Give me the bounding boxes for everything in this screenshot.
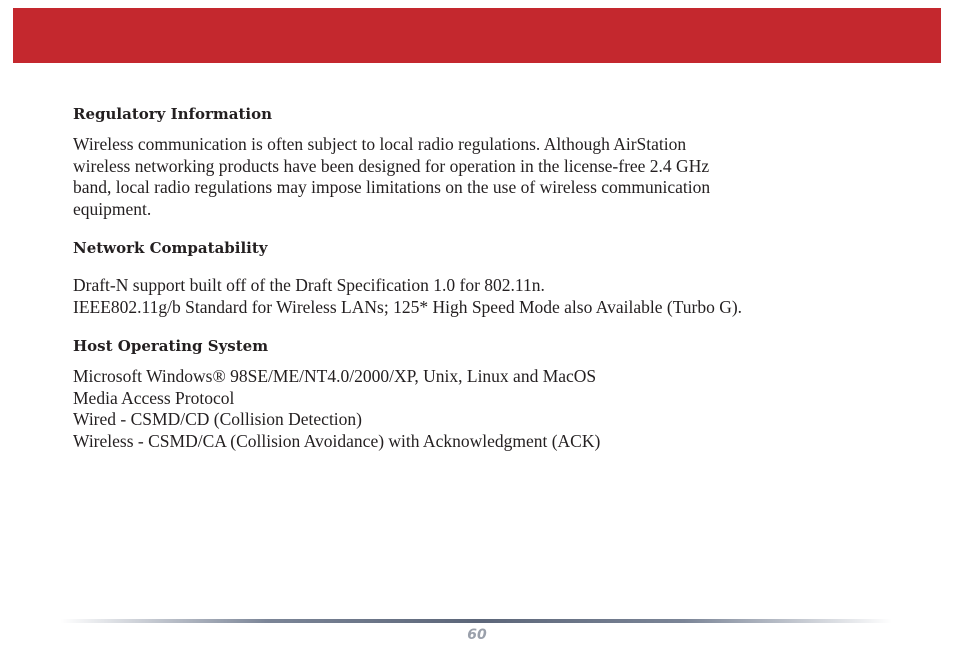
- footer-divider: [60, 619, 892, 623]
- text-line: IEEE802.11g/b Standard for Wireless LANs; 125* High Speed Mode also Available (Turbo G).: [73, 296, 743, 317]
- header-bar: [13, 8, 941, 63]
- page-content: [73, 104, 913, 452]
- text-line: Microsoft Windows® 98SE/ME/NT4.0/2000/XP, Unix, Linux and MacOS: [73, 366, 597, 386]
- section-body-host-os: [73, 366, 913, 452]
- text-line: Wireless - CSMD/CA (Collision Avoidance) with Acknowledgment (ACK): [73, 430, 601, 451]
- text-line: Wired - CSMD/CD (Collision Detection): [73, 409, 362, 429]
- text-line: equipment.: [73, 198, 152, 219]
- text-line: Wireless communication is often subject to local radio regulations. Although AirStation: [73, 134, 687, 154]
- section-heading-network: Network Compatability: [73, 239, 268, 257]
- section-heading-host-os: Host Operating System: [73, 337, 269, 355]
- section-heading-regulatory: Regulatory Information: [73, 105, 273, 123]
- text-line: wireless networking products have been designed for operation in the license-free 2.4 GHz: [73, 155, 710, 176]
- text-line: band, local radio regulations may impose limitations on the use of wireless communication: [73, 177, 711, 197]
- text-line: Media Access Protocol: [73, 387, 235, 408]
- page-number: 60: [467, 627, 487, 643]
- section-body-network: [73, 275, 913, 318]
- section-body-regulatory: [73, 134, 913, 220]
- text-line: Draft-N support built off of the Draft Specification 1.0 for 802.11n.: [73, 275, 545, 295]
